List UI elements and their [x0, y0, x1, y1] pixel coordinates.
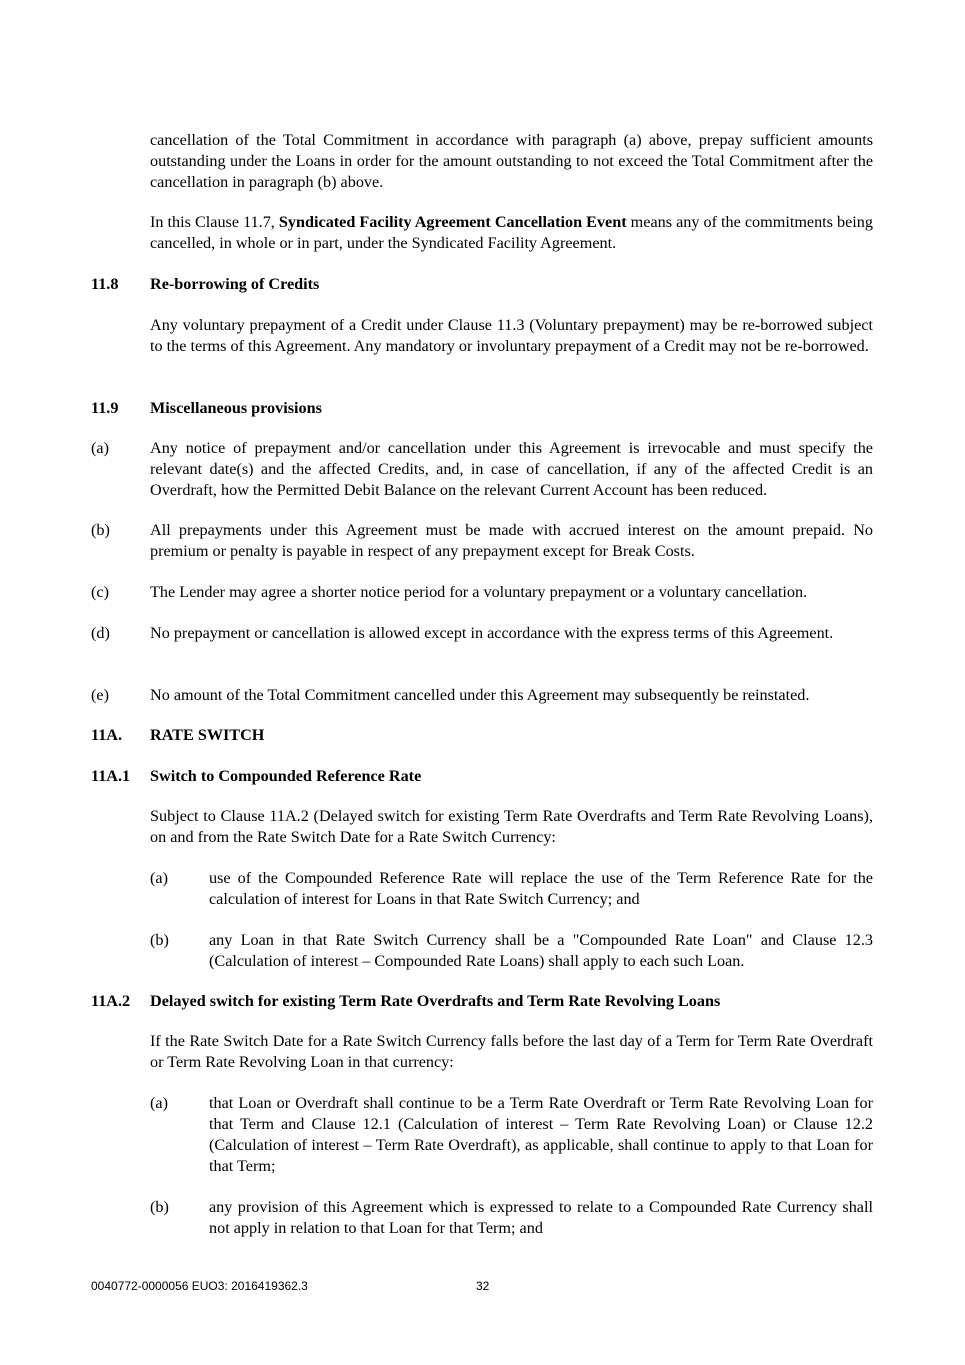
clause-11a-1-title: Switch to Compounded Reference Rate — [150, 767, 422, 785]
clause-11a-2-a-text: that Loan or Overdraft shall continue to be a Term Rate Overdraft or Term Rate Revolving Loan for that Term and Clause 12.1 (Calculation of interest – Term Rate Revolving Loan) or Clause 12.2 (Calculation of interest – Term Rate Overdraft), as applicable, shall continue to apply to that Loan for that Term; — [209, 1094, 873, 1175]
clause-11a-1-a-text: use of the Compounded Reference Rate will replace the use of the Term Reference Rate for the calculation of interest for Loans in that Rate Switch Currency; and — [209, 869, 873, 908]
definition-rest: means any of the commitments being cancelled, in whole or in part, under the Syndicated Facility Agreement. — [150, 213, 873, 252]
clause-11a-1-number: 11A.1 — [91, 767, 131, 785]
clause-11a-2-title: Delayed switch for existing Term Rate Overdrafts and Term Rate Revolving Loans — [150, 992, 721, 1010]
clause-11-9-a-label: (a) — [91, 439, 109, 457]
clause-11a-number: 11A. — [91, 726, 123, 744]
clause-11-9-e-text: No amount of the Total Commitment cancelled under this Agreement may subsequently be reinstated. — [150, 686, 810, 704]
definition-paragraph — [150, 212, 873, 254]
clause-11-8-number: 11.8 — [91, 275, 119, 293]
clause-11-9-d-text: No prepayment or cancellation is allowed except in accordance with the express terms of this Agreement. — [150, 624, 834, 642]
clause-11a-2-b-label: (b) — [150, 1198, 169, 1216]
clause-11-9-d-label: (d) — [91, 624, 110, 642]
clause-11-9-b-label: (b) — [91, 521, 110, 539]
clause-11a-1-text: Subject to Clause 11A.2 (Delayed switch for existing Term Rate Overdrafts and Term Rate Revolving Loans), on and from the Rate Switch Date for a Rate Switch Currency: — [150, 807, 873, 846]
continuation-paragraph: cancellation of the Total Commitment in accordance with paragraph (a) above, prepay sufficient amounts outstanding under the Loans in order for the amount outstanding to not exceed the Total Commitment after the cancellation in paragraph (b) above. — [150, 131, 873, 191]
clause-11a-1-b-label: (b) — [150, 931, 169, 949]
clause-11-8-title: Re-borrowing of Credits — [150, 275, 320, 293]
clause-11-9-e-label: (e) — [91, 686, 109, 704]
clause-11-9-b-text: All prepayments under this Agreement must be made with accrued interest on the amount prepaid. No premium or penalty is payable in respect of any prepayment except for Break Costs. — [150, 521, 873, 560]
clause-11-9-number: 11.9 — [91, 399, 119, 417]
footer-document-reference: 0040772-0000056 EUO3: 2016419362.3 — [91, 1279, 308, 1293]
clause-11a-1-a-label: (a) — [150, 869, 168, 887]
footer-page-number: 32 — [476, 1279, 490, 1293]
clause-11-9-c-text: The Lender may agree a shorter notice period for a voluntary prepayment or a voluntary cancellation. — [150, 583, 808, 601]
definition-lead: In this Clause 11.7, — [150, 213, 279, 231]
clause-11-9-a-text: Any notice of prepayment and/or cancellation under this Agreement is irrevocable and must specify the relevant date(s) and the affected Credits, and, in case of cancellation, if any of the affected Credit is an Overdraft, how the Permitted Debit Balance on the relevant Current Account has been reduced. — [150, 439, 873, 499]
clause-11a-2-text: If the Rate Switch Date for a Rate Switch Currency falls before the last day of a Term for Term Rate Overdraft or Term Rate Revolving Loan in that currency: — [150, 1032, 873, 1071]
clause-11-8-text: Any voluntary prepayment of a Credit under Clause 11.3 (Voluntary prepayment) may be re-borrowed subject to the terms of this Agreement. Any mandatory or involuntary prepayment of a Credit may not be re-borrowed. — [150, 316, 873, 355]
clause-11a-2-a-label: (a) — [150, 1094, 168, 1112]
clause-11-9-title: Miscellaneous provisions — [150, 399, 322, 417]
clause-11a-1-b-text: any Loan in that Rate Switch Currency shall be a "Compounded Rate Loan" and Clause 12.3 (Calculation of interest – Compounded Rate Loans) shall apply to each such Loan. — [209, 931, 873, 970]
clause-11a-2-number: 11A.2 — [91, 992, 131, 1010]
defined-term: Syndicated Facility Agreement Cancellation Event — [278, 213, 627, 231]
clause-11a-title: RATE SWITCH — [150, 726, 265, 744]
clause-11-9-c-label: (c) — [91, 583, 109, 601]
clause-11a-2-b-text: any provision of this Agreement which is expressed to relate to a Compounded Rate Currency shall not apply in relation to that Loan for that Term; and — [209, 1198, 873, 1237]
